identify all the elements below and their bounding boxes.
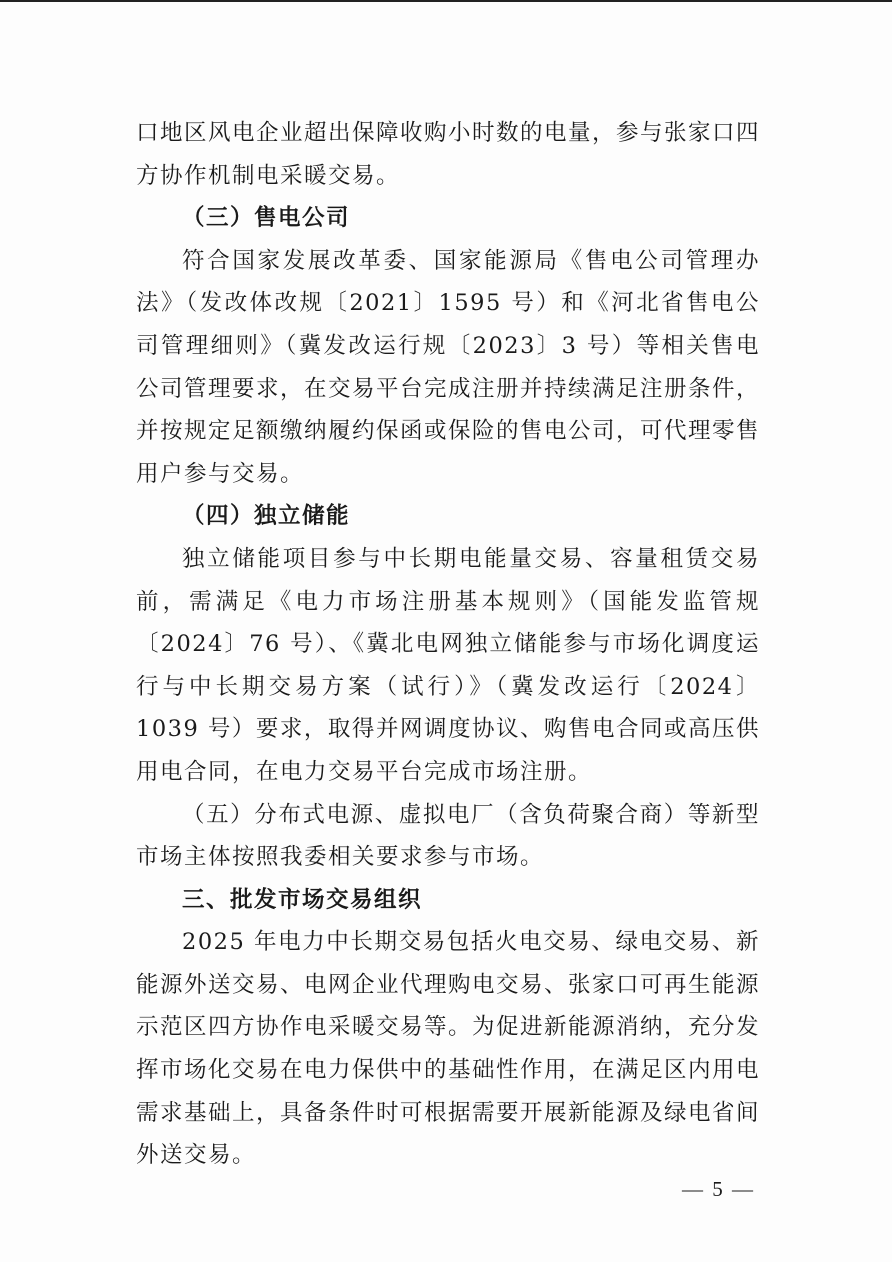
- paragraph-continuation: 口地区风电企业超出保障收购小时数的电量，参与张家口四方协作机制电采暖交易。: [136, 120, 761, 189]
- paragraph-wholesale-trading: 2025 年电力中长期交易包括火电交易、绿电交易、新能源外送交易、电网企业代理购电交易、张家口可再生能源示范区四方协作电采暖交易等。为促进新能源消纳，充分发挥市场化交易在电力保供中的基础性作用，在满足区内用电需求基础上，具备条件时可根据需要开展新能源及绿电省间外送交易。: [136, 929, 761, 1169]
- paragraph-retail-companies: 符合国家发展改革委、国家能源局《售电公司管理办法》（发改体改规〔2021〕1595 号）和《河北省售电公司管理细则》（冀发改运行规〔2023〕3 号）等相关售电公司管理要求，在交易平台完成注册并持续满足注册条件，并按规定足额缴纳履约保函或保险的售电公司，可代理零售用户参与交易。: [136, 247, 761, 487]
- section-heading-wholesale-trading: 三、批发市场交易组织: [182, 886, 423, 913]
- paragraph-independent-storage: 独立储能项目参与中长期电能量交易、容量租赁交易前，需满足《电力市场注册基本规则》（国能发监管规〔2024〕76 号）、《冀北电网独立储能参与市场化调度运行与中长期交易方案（试行）》（冀发改运行〔2024〕1039 号）要求，取得并网调度协议、购售电合同或高压供用电合同，在电力交易平台完成市场注册。: [136, 545, 760, 785]
- page-number: — 5 —: [682, 1177, 755, 1201]
- top-border-line: [0, 0, 892, 2]
- document-body: [136, 112, 760, 1177]
- subheading-independent-storage: （四）独立储能: [182, 503, 351, 530]
- paragraph-new-market-entities: （五）分布式电源、虚拟电厂（含负荷聚合商）等新型市场主体按照我委相关要求参与市场。: [136, 801, 760, 871]
- subheading-retail-companies: （三）售电公司: [182, 205, 351, 232]
